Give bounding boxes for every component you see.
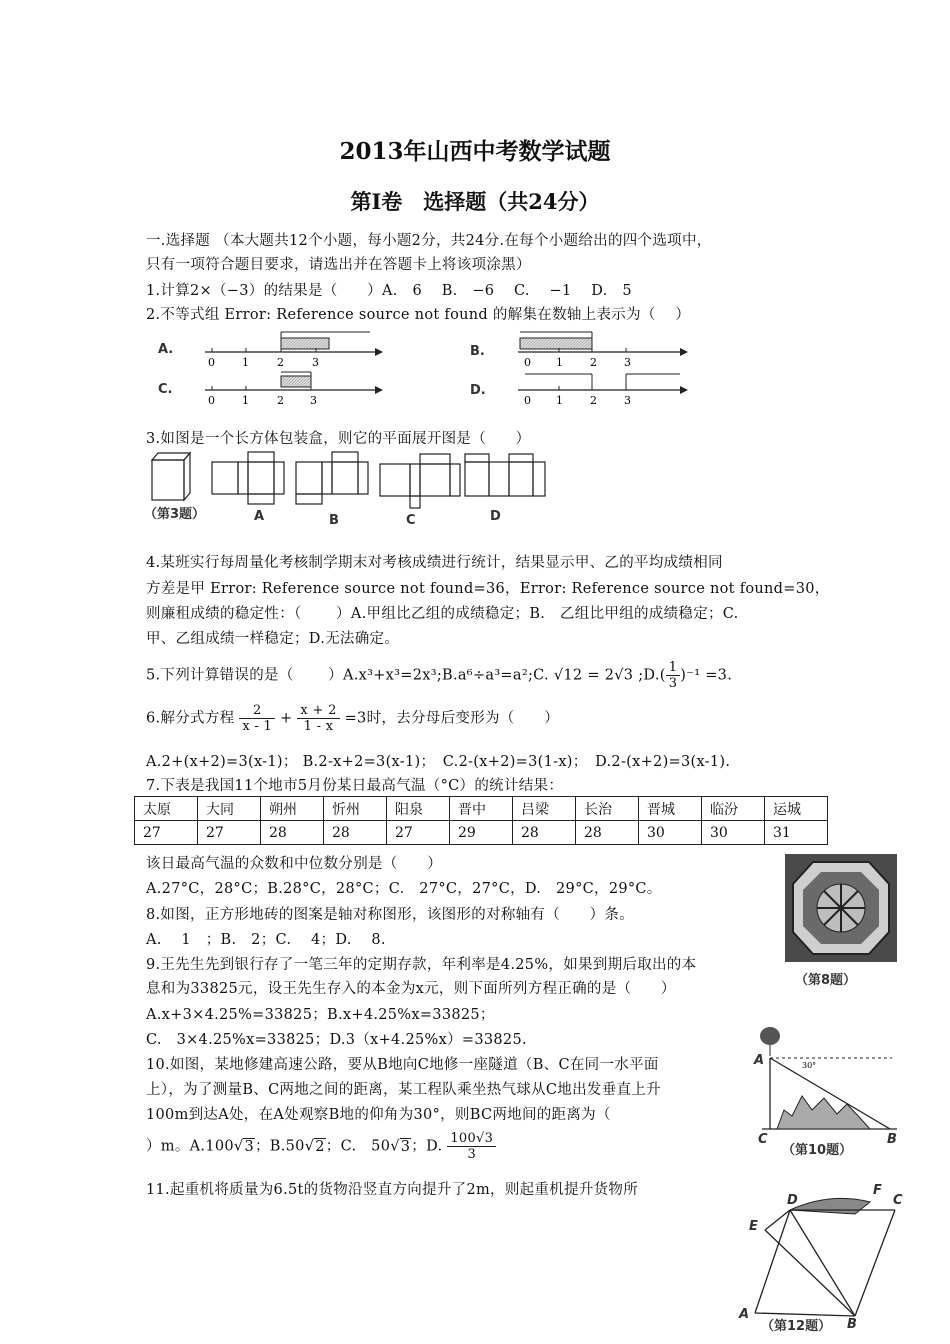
temperature-table <box>134 796 828 845</box>
option-d-label: D. <box>470 383 486 398</box>
svg-text:3: 3 <box>312 356 319 369</box>
svg-text:D: D <box>490 509 501 524</box>
question-5: 5.下列计算错误的是（ ）A.x³+x³=2x³;B.a⁶÷a³=a²;C. √12 = 2√3 ;D.( $\frac{1}{3}$ )⁻¹ =3. <box>146 660 733 691</box>
table-cell-temp: 28 <box>261 821 324 845</box>
intro-line-2: 只有一项符合题目要求，请选出并在答题卡上将该项涂黑） <box>146 257 531 273</box>
svg-text:C: C <box>893 1193 903 1208</box>
question-1: 1.计算2×（−3）的结果是（ ）A. 6 B. −6 C. −1 D. 5 <box>146 283 632 299</box>
table-cell-temp: 30 <box>639 821 702 845</box>
svg-text:A: A <box>739 1307 750 1322</box>
table-cell-city: 晋城 <box>639 797 702 821</box>
table-cell-city: 晋中 <box>450 797 513 821</box>
table-row-temps <box>135 821 828 845</box>
svg-text:30°: 30° <box>802 1061 817 1070</box>
table-cell-temp: 28 <box>513 821 576 845</box>
svg-text:F: F <box>873 1183 882 1198</box>
question-7-question: 该日最高气温的众数和中位数分别是（ ） <box>146 856 442 872</box>
svg-text:C: C <box>406 513 416 528</box>
question-12-figure <box>735 1178 910 1338</box>
svg-text:1: 1 <box>556 394 563 407</box>
svg-text:1: 1 <box>242 356 249 369</box>
option-a-label: A. <box>158 342 174 357</box>
question-10-line-2: 上），为了测量B、C两地之间的距离，某工程队乘坐热气球从C地出发垂直上升 <box>146 1082 661 1098</box>
svg-text:3: 3 <box>624 356 631 369</box>
svg-text:0: 0 <box>524 356 531 369</box>
question-2-figure <box>150 328 710 410</box>
table-cell-city: 吕梁 <box>513 797 576 821</box>
svg-text:B: B <box>887 1132 897 1147</box>
intro-line-1: 一.选择题 （本大题共12个小题，每小题2分，共24分.在每个小题给出的四个选项中， <box>146 233 712 249</box>
question-4-line-4: 甲、乙组成绩一样稳定；D.无法确定。 <box>146 631 400 647</box>
table-row-cities <box>135 797 828 821</box>
q5-option-c-expr: √12 = 2√3 <box>553 667 634 684</box>
question-9-line-2: 息和为33825元，设王先生存入的本金为x元，则下面所列方程正确的是（ ） <box>146 981 676 997</box>
svg-text:2: 2 <box>277 394 284 407</box>
question-2: 2.不等式组 Error: Reference source not found 的解集在数轴上表示为（ ） <box>146 307 691 323</box>
question-10-caption: （第10题） <box>782 1143 853 1158</box>
table-cell-city: 大同 <box>198 797 261 821</box>
svg-text:3: 3 <box>310 394 317 407</box>
question-3: 3.如图是一个长方体包装盒，则它的平面展开图是（ ） <box>146 431 531 447</box>
table-cell-temp: 27 <box>198 821 261 845</box>
question-12-caption: （第12题） <box>761 1319 832 1334</box>
question-6: 6.解分式方程 $\frac{2}{x - 1}$ + $\frac{x + 2}{1 - x}$ =3时，去分母后变形为（ ） <box>146 703 559 734</box>
question-10-figure <box>752 1026 902 1164</box>
svg-text:D: D <box>787 1193 798 1208</box>
svg-text:3: 3 <box>624 394 631 407</box>
section-title: 第Ⅰ卷 选择题（共24分） <box>350 189 600 214</box>
question-10-options: ）m。A.100√3；B.50√2；C. 50√3；D. $\frac{100√3}{3}$ <box>146 1131 496 1162</box>
svg-text:0: 0 <box>208 356 215 369</box>
option-c-label: C. <box>158 382 173 397</box>
svg-text:A: A <box>754 1053 765 1068</box>
table-cell-temp: 31 <box>765 821 828 845</box>
table-cell-city: 运城 <box>765 797 828 821</box>
question-3-figure <box>140 448 560 528</box>
question-7: 7.下表是我国11个地市5月份某日最高气温（°C）的统计结果： <box>146 778 564 794</box>
svg-text:C: C <box>758 1132 768 1147</box>
table-cell-temp: 28 <box>576 821 639 845</box>
svg-text:0: 0 <box>208 394 215 407</box>
question-8: 8.如图，正方形地砖的图案是轴对称图形，该图形的对称轴有（ ）条。 <box>146 907 635 923</box>
table-cell-temp: 27 <box>387 821 450 845</box>
question-9-line-1: 9.王先生先到银行存了一笔三年的定期存款，年利率是4.25%，如果到期后取出的本 <box>146 957 697 973</box>
table-cell-city: 临汾 <box>702 797 765 821</box>
svg-text:E: E <box>749 1219 758 1234</box>
svg-text:2: 2 <box>590 356 597 369</box>
table-cell-temp: 29 <box>450 821 513 845</box>
question-6-options: A.2+(x+2)=3(x-1)； B.2-x+2=3(x-1)； C.2-(x+2)=3(1-x)； D.2-(x+2)=3(x-1). <box>146 754 731 770</box>
question-8-figure <box>783 852 901 992</box>
svg-text:0: 0 <box>524 394 531 407</box>
question-10-line-1: 10.如图，某地修建高速公路，要从B地向C地修一座隧道（B、C在同一水平面 <box>146 1057 659 1073</box>
question-9-line-4: C. 3×4.25%x=33825；D.3（x+4.25%x）=33825. <box>146 1032 527 1048</box>
page-title: 2013年山西中考数学试题 <box>339 138 611 165</box>
svg-text:B: B <box>329 513 339 528</box>
question-7-options: A.27°C，28°C；B.28°C，28°C；C. 27°C，27°C，D. 29°C，29°C。 <box>146 881 662 897</box>
table-cell-city: 太原 <box>135 797 198 821</box>
question-4-line-1: 4.某班实行每周量化考核制学期末对考核成绩进行统计，结果显示甲、乙的平均成绩相同 <box>146 555 723 571</box>
question-9-line-3: A.x+3×4.25%=33825；B.x+4.25%x=33825； <box>146 1007 495 1023</box>
table-cell-temp: 27 <box>135 821 198 845</box>
question-3-caption: （第3题） <box>144 507 206 522</box>
svg-text:1: 1 <box>556 356 563 369</box>
question-11: 11.起重机将质量为6.5t的货物沿竖直方向提升了2m，则起重机提升货物所 <box>146 1182 639 1198</box>
question-8-caption: （第8题） <box>795 973 857 988</box>
svg-text:2: 2 <box>590 394 597 407</box>
svg-text:B: B <box>847 1317 857 1332</box>
table-cell-temp: 30 <box>702 821 765 845</box>
question-4-line-3: 则廉租成绩的稳定性：（ ）A.甲组比乙组的成绩稳定；B. 乙组比甲组的成绩稳定；C. <box>146 606 739 622</box>
option-b-label: B. <box>470 344 485 359</box>
svg-text:2: 2 <box>277 356 284 369</box>
table-cell-city: 朔州 <box>261 797 324 821</box>
table-cell-city: 忻州 <box>324 797 387 821</box>
question-10-line-3: 100m到达A处，在A处观察B地的仰角为30°，则BC两地间的距离为（ <box>146 1107 611 1123</box>
question-4-line-2: 方差是甲 Error: Reference source not found=36，Error: Reference source not found=30， <box>146 581 830 597</box>
svg-text:1: 1 <box>242 394 249 407</box>
question-8-options: A. 1 ；B. 2；C. 4；D. 8. <box>146 932 386 948</box>
svg-text:A: A <box>254 509 265 524</box>
table-cell-city: 长治 <box>576 797 639 821</box>
table-cell-temp: 28 <box>324 821 387 845</box>
table-cell-city: 阳泉 <box>387 797 450 821</box>
